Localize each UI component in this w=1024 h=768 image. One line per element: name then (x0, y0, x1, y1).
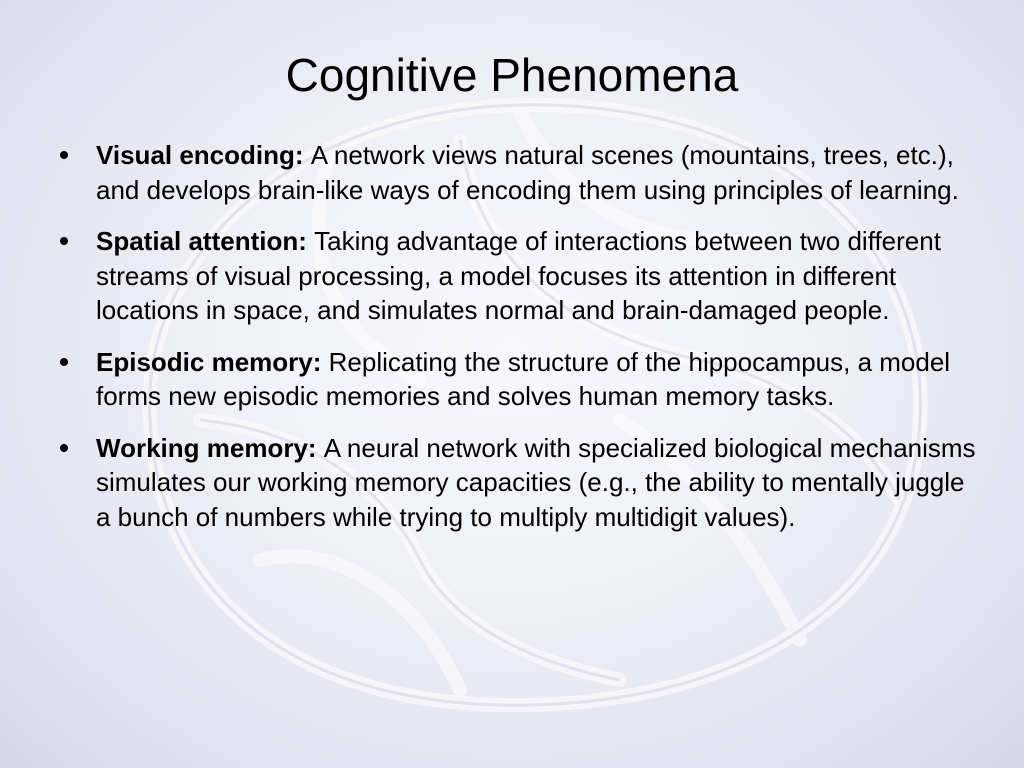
bullet-text: Taking advantage of interactions between two different streams of visual processing, a model focuses its attention in different locations in space, and simulates normal and brain-damaged people. (96, 226, 941, 325)
bullet-list (60, 138, 980, 551)
bullet-heading: Episodic memory: (96, 346, 329, 377)
bullet-working-memory (60, 431, 980, 535)
bullet-dot-icon (60, 358, 68, 366)
bullet-spatial-attention (60, 224, 980, 328)
slide-title: Cognitive Phenomena (285, 49, 739, 101)
bullet-heading: Visual encoding: (96, 140, 311, 170)
bullet-visual-encoding (60, 138, 980, 207)
bullet-heading: Working memory: (96, 432, 324, 463)
bullet-text: Replicating the structure of the hippocampus, a model forms new episodic memories and solves human memory tasks. (96, 346, 951, 411)
bullet-dot-icon (60, 444, 68, 452)
bullet-text: A network views natural scenes (mountains, trees, etc.), and develops brain-like ways of encoding them using principles of learning. (96, 140, 959, 205)
bullet-episodic-memory (60, 345, 980, 414)
bullet-dot-icon (60, 151, 68, 159)
bullet-text: A neural network with specialized biological mechanisms simulates our working memory capacities (e.g., the ability to mentally juggle a bunch of numbers while trying to multiply multidigit values). (96, 432, 976, 532)
bullet-dot-icon (60, 237, 68, 245)
bullet-heading: Spatial attention: (96, 226, 315, 256)
